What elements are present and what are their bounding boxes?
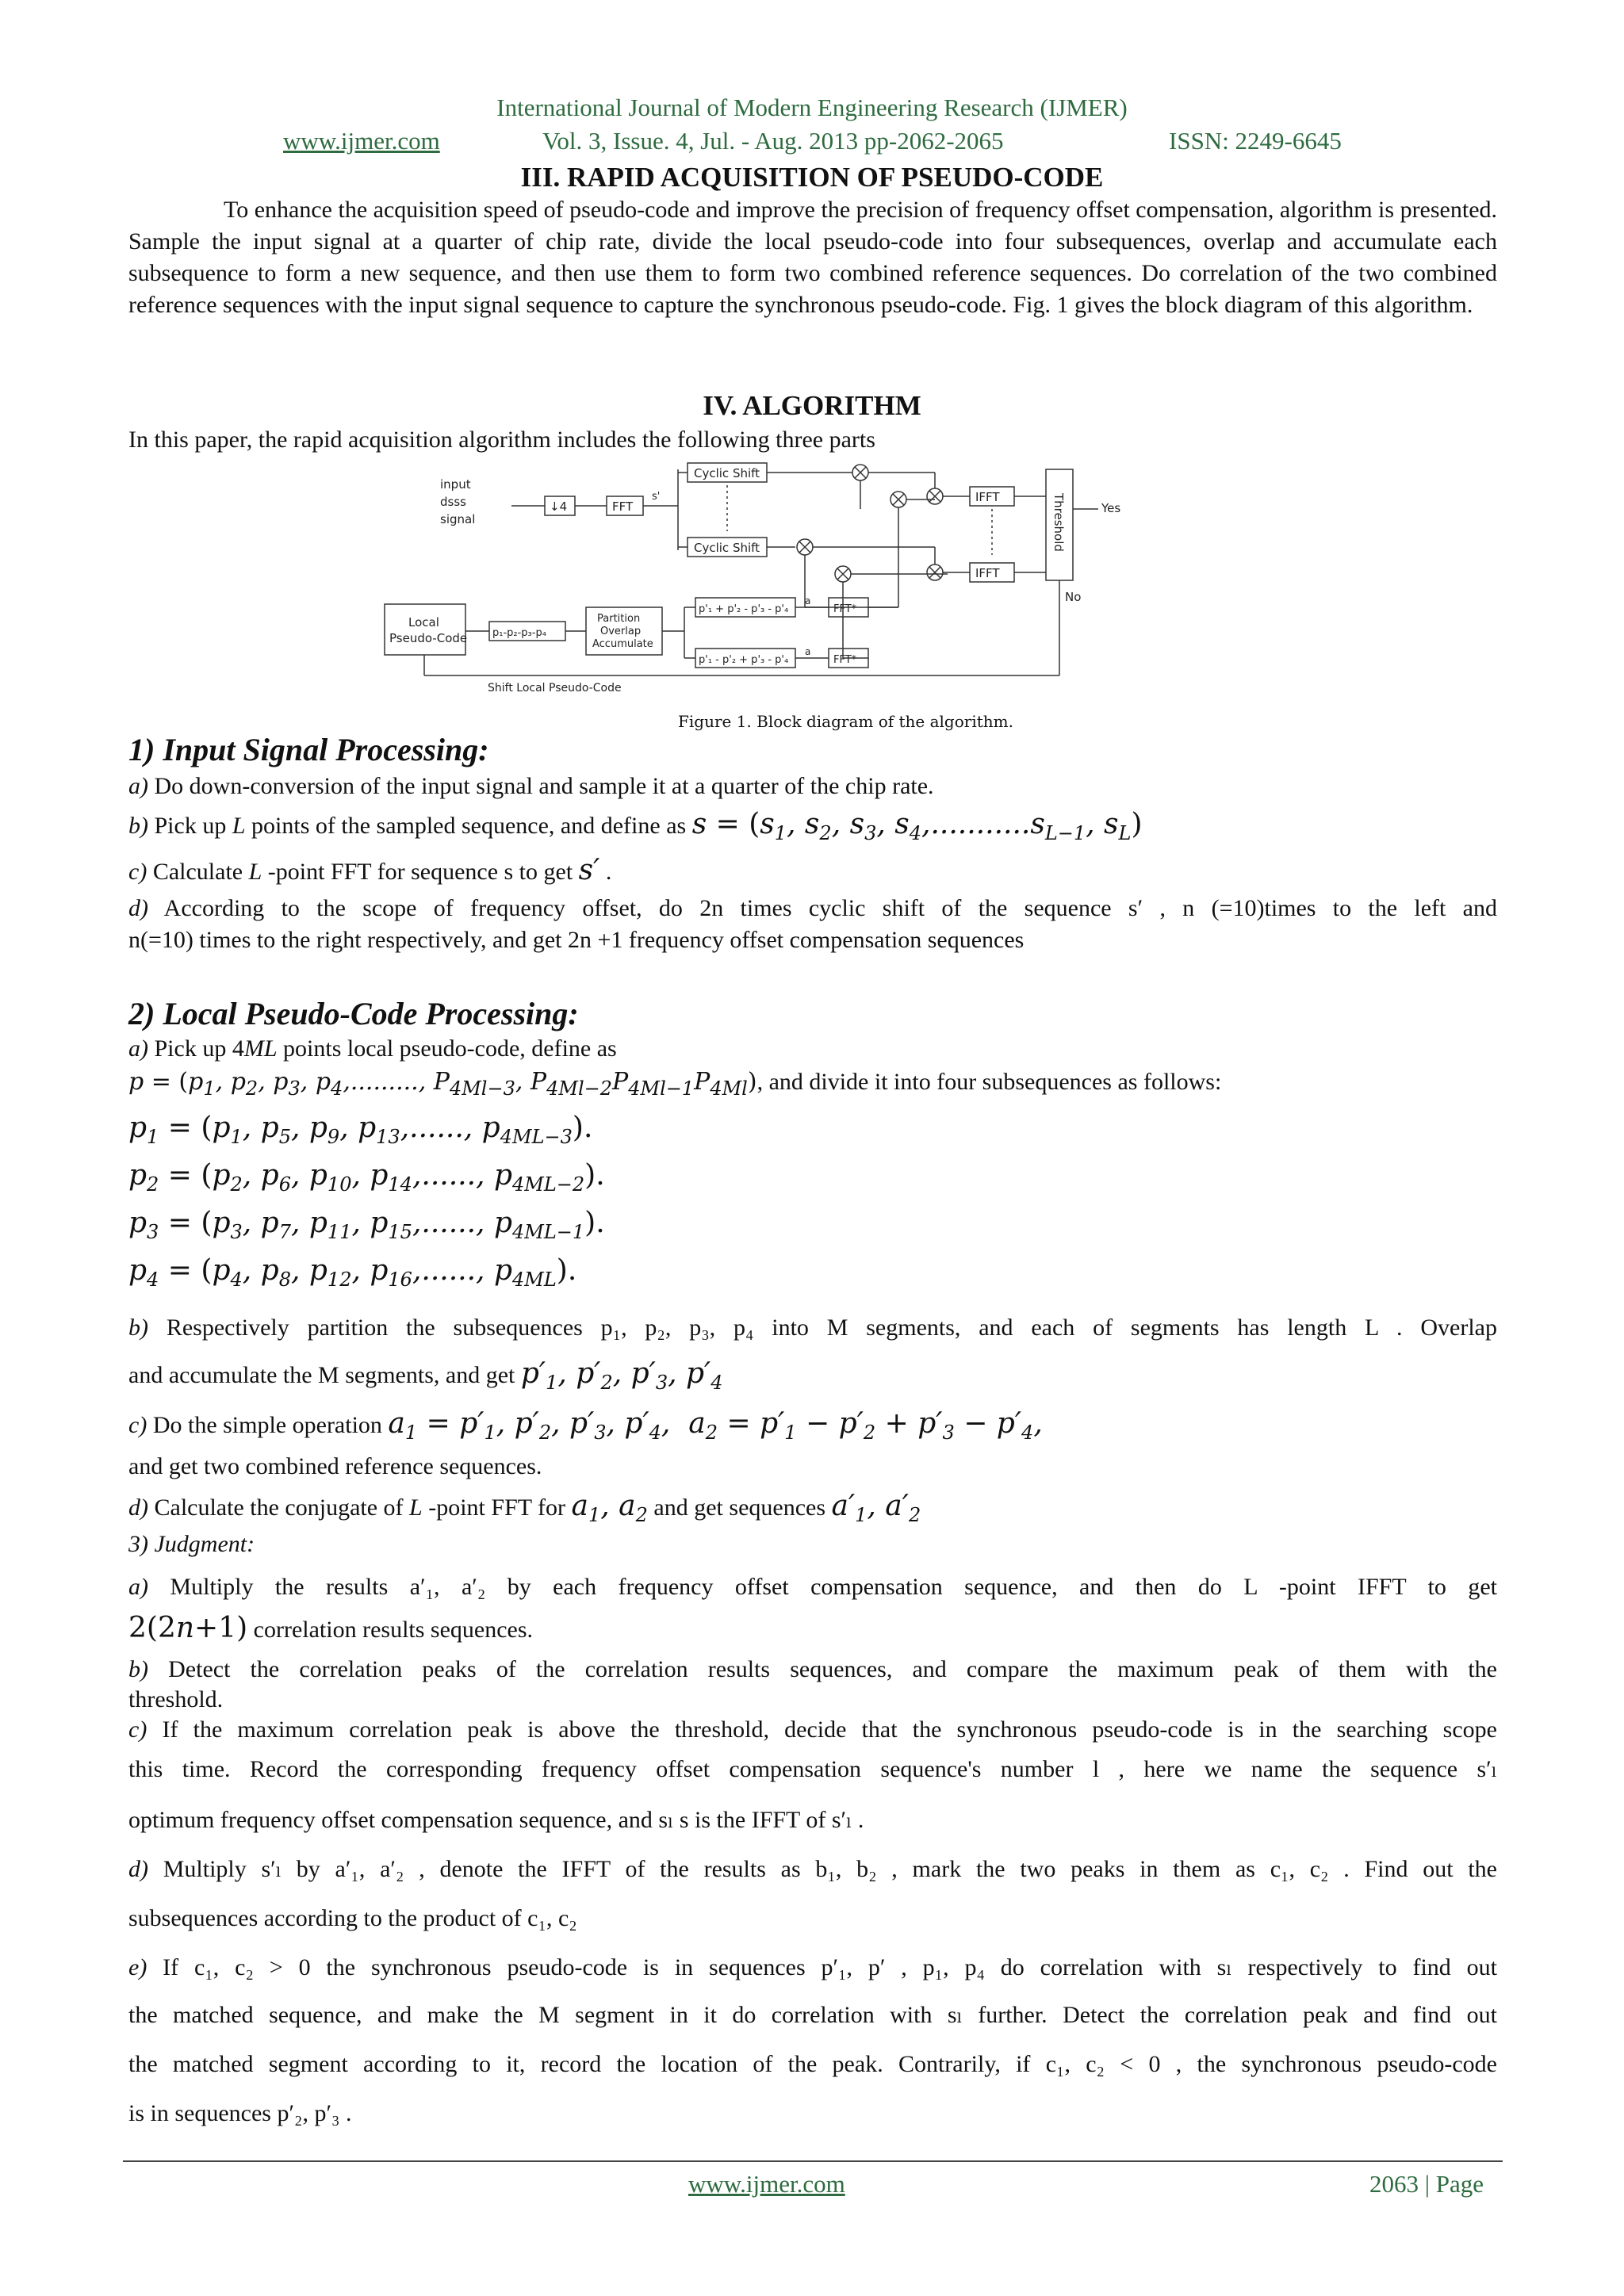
svg-text:Threshold: Threshold [1051,493,1066,552]
subsequence-p1: $p_1 = (p_1$, $p_5$, $p_9$, $p_{13}$,......, $p_{4ML-3}$). [128,1112,593,1149]
svg-text:a: a [805,595,811,607]
part-3-a: a) Multiply the results a′₁, a′₂ by each frequency offset compensation sequence, and then do L -point IFFT to get [128,1574,1497,1600]
svg-text:s': s' [652,491,661,503]
part-3-d: d) Multiply s′ₗ by a′₁, a′₂ , denote the IFFT of the results as b₁, b₂ , mark the two peaks in them as c₁, c₂ . Find out the [128,1856,1497,1882]
svg-text:↓4: ↓4 [550,499,568,514]
svg-text:IFFT: IFFT [975,566,1000,580]
svg-text:Cyclic Shift: Cyclic Shift [694,466,760,480]
part-3-title: 3) Judgment: [128,1531,255,1557]
part-1-d: d) According to the scope of frequency offset, do 2n times cyclic shift of the sequence s′ , n (=10)times to the left and [128,895,1497,921]
part-2-c: c) Do the simple operation $a_1 = p'_1$, $p'_2$, $p'_3$, $p'_4$, $a_2 = p'_1 - p'_2 + p'_3 - p'_4$, [128,1407,1043,1445]
svg-text:Partition: Partition [597,613,641,625]
figure-caption: Figure 1. Block diagram of the algorithm. [678,712,1013,731]
diagram-input-label [440,477,475,526]
svg-text:Local: Local [408,615,439,629]
svg-text:a: a [805,646,811,657]
part-3-b: b) Detect the correlation peaks of the correlation results sequences, and compare the maximum peak of them with the [128,1656,1497,1682]
subsequence-p4: $p_4 = (p_4$, $p_8$, $p_{12}$, $p_{16}$,......, $p_{4ML}$). [128,1254,577,1292]
part-2-c-cont: and get two combined reference sequences. [128,1453,542,1479]
subsequence-p3: $p_3 = (p_3$, $p_7$, $p_{11}$, $p_{15}$,......, $p_{4ML-1}$). [128,1207,605,1244]
svg-text:dsss: dsss [440,495,466,509]
part-3-b-cont: threshold. [128,1686,224,1712]
part-1-c: c) Calculate L -point FFT for sequence s to get s′ . [128,854,612,886]
part-1-title: 1) Input Signal Processing: [128,732,489,767]
block-diagram-figure [377,461,1193,699]
pseudo-code-p-definition: $p = (p_1$, $p_2$, $p_3$, $p_4$,........., $P_{4Ml-3}$, $P_{4Ml-2}P_{4Ml-1}P_{4Ml}$), and divide it into four subsequences as follows: [128,1068,1222,1100]
svg-text:FFT: FFT [612,499,634,514]
svg-text:FFT*: FFT* [833,603,857,615]
svg-text:p'₁ + p'₂ - p'₃ - p'₄: p'₁ + p'₂ - p'₃ - p'₄ [699,603,789,615]
sequence-s-definition: $s = (s_1$, $s_2$, $s_3$, $s_4,...........s_{L-1}$, $s_L$) [691,808,1143,845]
footer-site-link[interactable]: www.ijmer.com [688,2170,845,2198]
subsequence-p2: $p_2 = (p_2$, $p_6$, $p_{10}$, $p_{14}$,......, $p_{4ML-2}$). [128,1159,605,1196]
svg-text:FFT*: FFT* [833,654,857,666]
footer-divider [123,2160,1503,2162]
svg-text:input: input [440,477,471,492]
part-3-a-cont: 2(2n+1) correlation results sequences. [128,1612,534,1644]
header-issn: ISSN: 2249-6645 [1169,127,1342,155]
section-3-title: III. RAPID ACQUISITION OF PSEUDO-CODE [520,162,1104,193]
part-2-b: b) Respectively partition the subsequences p₁, p₂, p₃, p₄ into M segments, and each of segments has length L . Overlap [128,1314,1497,1341]
header-volume: Vol. 3, Issue. 4, Jul. - Aug. 2013 pp-2062-2065 [542,127,1004,155]
svg-text:p'₁ - p'₂ + p'₃ - p'₄: p'₁ - p'₂ + p'₃ - p'₄ [699,654,789,666]
part-2-a: a) Pick up 4ML points local pseudo-code, define as [128,1035,617,1062]
svg-text:Shift Local Pseudo-Code: Shift Local Pseudo-Code [488,682,622,695]
multiplier-nodes [797,465,906,582]
header-site-link[interactable]: www.ijmer.com [283,127,440,155]
part-1-b: b) Pick up L points of the sampled sequence, and define as $s = (s_1$, $s_2$, $s_3$, $s_4,...........s_{L-1}$, $s_L$) [128,808,1143,845]
adder-nodes [927,488,943,580]
page-number: 2063 | Page [1369,2170,1484,2198]
svg-text:Accumulate: Accumulate [592,638,653,650]
local-pseudo-code-block [385,604,468,655]
section-3-body [128,194,1497,321]
svg-text:Cyclic Shift: Cyclic Shift [694,541,760,555]
part-3-c-cont2: optimum frequency offset compensation sequence, and sₗ s is the IFFT of s′ₗ . [128,1807,864,1833]
section-3-paragraph: To enhance the acquisition speed of pseudo-code and improve the precision of frequency offset compensation, algorithm is presented. Sample the input signal at a quarter of chip rate, divide the local pseudo-code into four subsequences, overlap and accumulate each subsequence to form a new sequence, and then use them to form two combined reference sequences. Do correlation of the two combined reference sequences with the input signal sequence to capture the synchronous pseudo-code. Fig. 1 gives the block diagram of this algorithm. [128,197,1498,318]
part-2-b-cont: and accumulate the M segments, and get $p'_1$, $p'_2$, $p'_3$, $p'_4$ [128,1357,723,1395]
svg-text:No: No [1065,590,1082,604]
svg-text:IFFT: IFFT [975,490,1000,504]
part-2-d: d) Calculate the conjugate of L -point FFT for $a_1$, $a_2$ and get sequences $a'_1$, $a'_2$ [128,1490,921,1527]
part-3-e: e) If c₁, c₂ > 0 the synchronous pseudo-code is in sequences p′₁, p′ , p₁, p₄ do correlation with sₗ respectively to find out [128,1954,1497,1980]
svg-text:Overlap: Overlap [600,626,642,637]
svg-text:Yes: Yes [1101,501,1121,515]
part-3-c: c) If the maximum correlation peak is above the threshold, decide that the synchronous pseudo-code is in the searching scope [128,1716,1497,1743]
part-1-a: a) Do down-conversion of the input signal and sample it at a quarter of the chip rate. [128,773,934,799]
part-3-c-cont: this time. Record the corresponding frequency offset compensation sequence's number l , here we name the sequence s′ₗ [128,1756,1497,1782]
part-3-e-cont: the matched sequence, and make the M segment in it do correlation with sₗ further. Detect the correlation peak and find out [128,2002,1497,2028]
svg-text:p₁-p₂-p₃-p₄: p₁-p₂-p₃-p₄ [492,627,546,639]
svg-text:Pseudo-Code: Pseudo-Code [389,631,468,645]
part-3-e-cont2: the matched segment according to it, record the location of the peak. Contrarily, if c₁, c₂ < 0 , the synchronous pseudo-code [128,2051,1497,2077]
section-4-intro: In this paper, the rapid acquisition algorithm includes the following three parts [128,427,875,453]
part-3-e-cont3: is in sequences p′₂, p′₃ . [128,2100,352,2126]
part-3-d-cont: subsequences according to the product of c₁, c₂ [128,1905,577,1931]
svg-text:signal: signal [440,512,476,526]
section-4-title: IV. ALGORITHM [703,390,921,421]
part-1-d-cont: n(=10) times to the right respectively, and get 2n +1 frequency offset compensation sequences [128,927,1025,953]
part-2-title: 2) Local Pseudo-Code Processing: [128,996,579,1031]
journal-title: International Journal of Modern Engineering Research (IJMER) [496,94,1128,121]
